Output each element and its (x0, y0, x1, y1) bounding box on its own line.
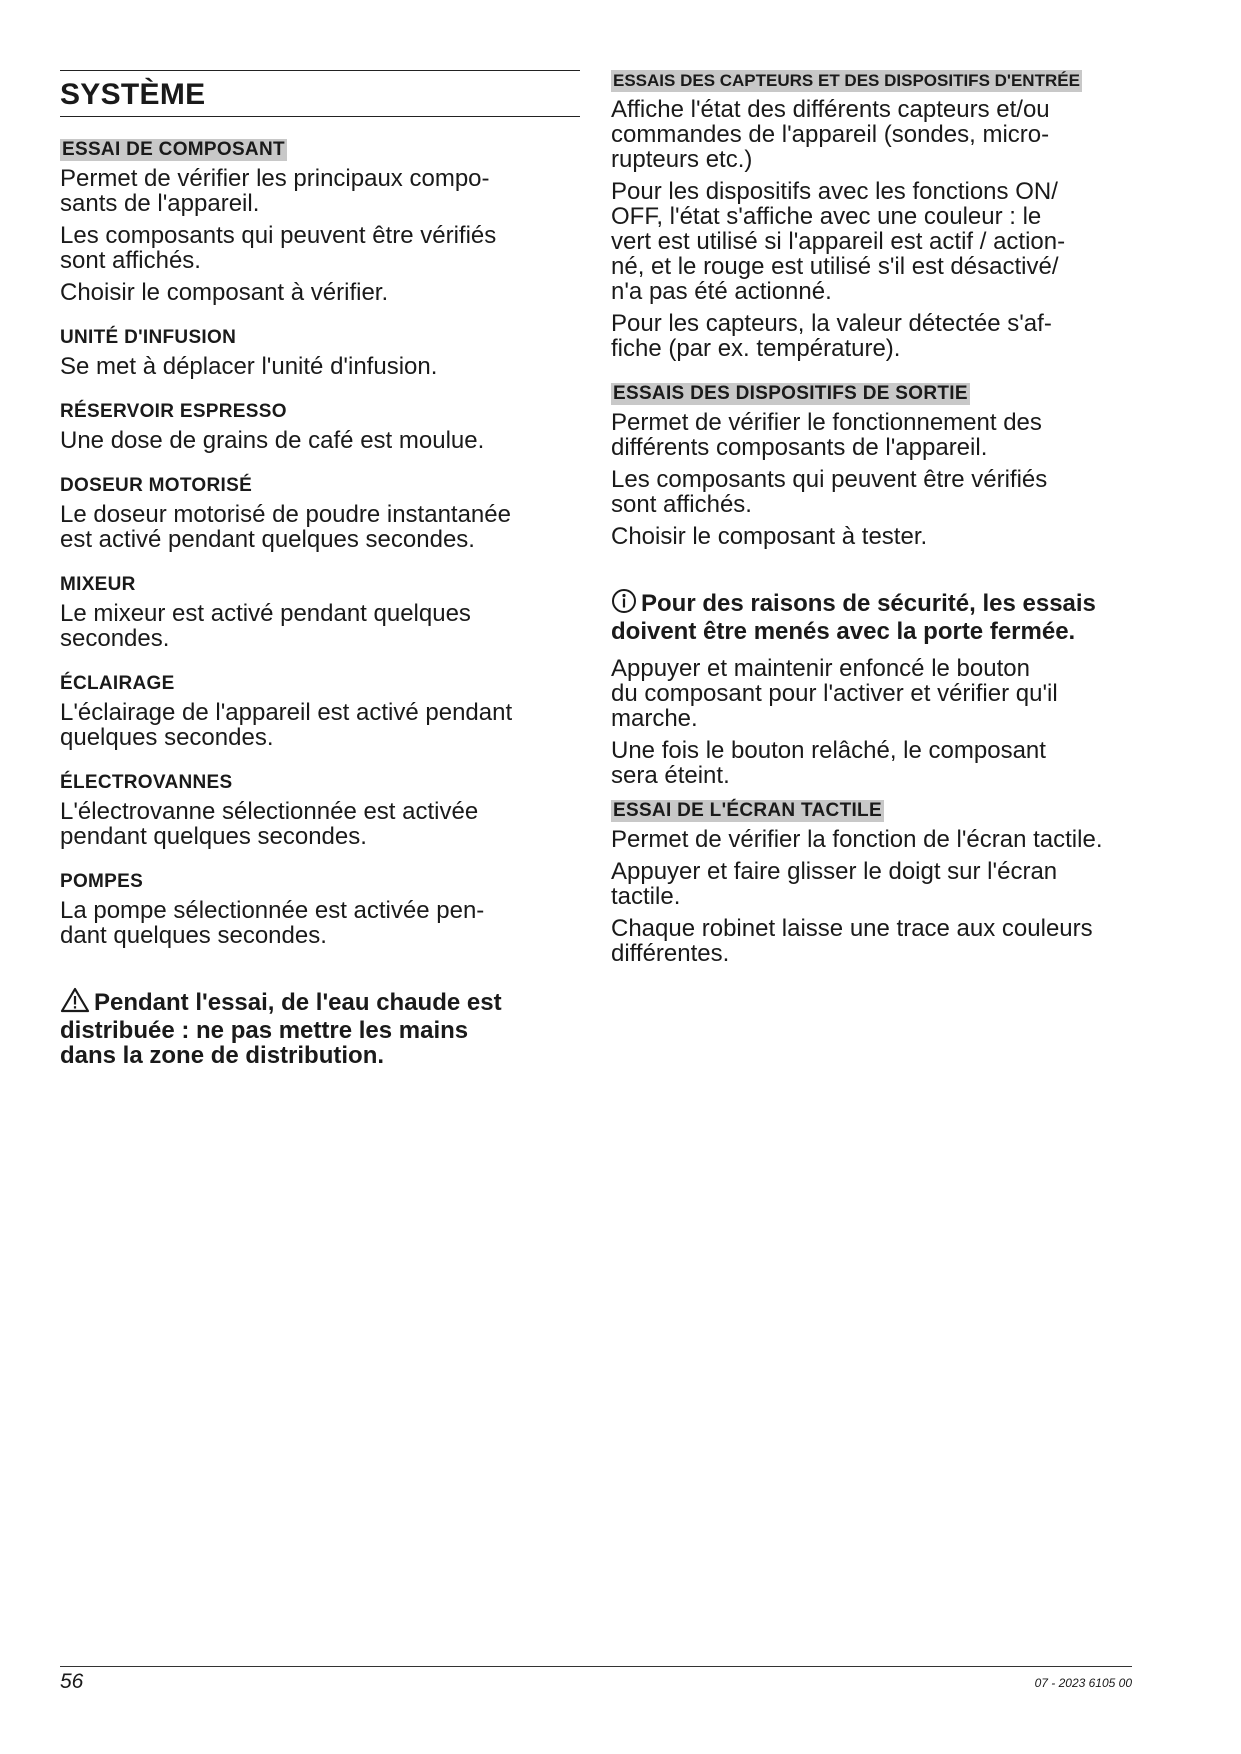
section-essais-capteurs (611, 70, 1141, 361)
item-text: Le doseur motorisé de poudre instantanée est activé pendant quelques secondes. (60, 501, 511, 553)
right-column (611, 70, 1141, 988)
item-reservoir-espresso (60, 401, 580, 453)
section-heading: ESSAIS DES DISPOSITIFS DE SORTIE (613, 383, 968, 404)
paragraph: Les composants qui peuvent être vérifiés sont affichés. (60, 222, 497, 274)
section-essai-ecran-tactile (611, 800, 1141, 966)
info-note (611, 563, 1141, 644)
item-title: DOSEUR MOTORISÉ (60, 475, 253, 496)
paragraph: Permet de vérifier les principaux compo- sants de l'appareil. (60, 165, 490, 217)
paragraph: Les composants qui peuvent être vérifiés sont affichés. (611, 466, 1048, 518)
section-heading: ESSAI DE L'ÉCRAN TACTILE (613, 800, 882, 821)
page-title: SYSTÈME (60, 70, 580, 117)
paragraph: Choisir le composant à tester. (611, 523, 928, 550)
paragraph: Permet de vérifier la fonction de l'écran tactile. (611, 826, 1103, 853)
footer-divider (60, 1666, 1132, 1667)
item-doseur-motorise (60, 475, 580, 552)
item-text: Une dose de grains de café est moulue. (60, 427, 485, 454)
item-mixeur (60, 574, 580, 651)
item-title: ÉLECTROVANNES (60, 772, 233, 793)
item-text: L'éclairage de l'appareil est activé pendant quelques secondes. (60, 699, 513, 751)
warning-triangle-icon (60, 987, 90, 1018)
warning-text: Pendant l'essai, de l'eau chaude est distribuée : ne pas mettre les mains dans la zone de distribution. (60, 989, 502, 1069)
item-eclairage (60, 673, 580, 750)
paragraph: Chaque robinet laisse une trace aux couleurs différentes. (611, 915, 1093, 967)
section-heading: ESSAI DE COMPOSANT (62, 139, 285, 160)
item-title: ÉCLAIRAGE (60, 673, 175, 694)
document-code: 07 - 2023 6105 00 (1034, 1676, 1132, 1690)
item-unite-infusion (60, 327, 580, 379)
section-essai-composant (60, 139, 580, 305)
warning-note (60, 962, 580, 1068)
item-text: La pompe sélectionnée est activée pen- dant quelques secondes. (60, 897, 485, 949)
paragraph: Affiche l'état des différents capteurs et/ou commandes de l'appareil (sondes, micro- rupteurs etc.) (611, 96, 1050, 173)
info-circle-icon (611, 588, 637, 619)
paragraph: Permet de vérifier le fonctionnement des différents composants de l'appareil. (611, 409, 1042, 461)
item-text: Le mixeur est activé pendant quelques secondes. (60, 600, 471, 652)
paragraph: Appuyer et faire glisser le doigt sur l'écran tactile. (611, 858, 1058, 910)
paragraph: Une fois le bouton relâché, le composant sera éteint. (611, 737, 1046, 789)
item-electrovannes (60, 772, 580, 849)
item-text: Se met à déplacer l'unité d'infusion. (60, 353, 438, 380)
left-column (60, 70, 580, 1080)
info-text: Pour des raisons de sécurité, les essais doivent être menés avec la porte fermée. (611, 590, 1096, 645)
page-number: 56 (60, 1670, 84, 1693)
item-text: L'électrovanne sélectionnée est activée pendant quelques secondes. (60, 798, 479, 850)
paragraph: Pour les dispositifs avec les fonctions ON/ OFF, l'état s'affiche avec une couleur : le vert est utilisé si l'appareil est actif / action- né, et le rouge est utilisé s'il est désactivé/ n'a pas été actionné. (611, 178, 1066, 305)
paragraph: Pour les capteurs, la valeur détectée s'af- fiche (par ex. température). (611, 310, 1052, 362)
item-title: RÉSERVOIR ESPRESSO (60, 401, 287, 422)
section-essais-sortie (611, 383, 1141, 788)
section-heading: ESSAIS DES CAPTEURS ET DES DISPOSITIFS D'ENTRÉE (613, 71, 1080, 90)
item-pompes (60, 871, 580, 948)
item-title: MIXEUR (60, 574, 136, 595)
item-title: UNITÉ D'INFUSION (60, 327, 237, 348)
item-title: POMPES (60, 871, 144, 892)
paragraph: Appuyer et maintenir enfoncé le bouton du composant pour l'activer et vérifier qu'il marche. (611, 655, 1058, 732)
paragraph: Choisir le composant à vérifier. (60, 279, 389, 306)
